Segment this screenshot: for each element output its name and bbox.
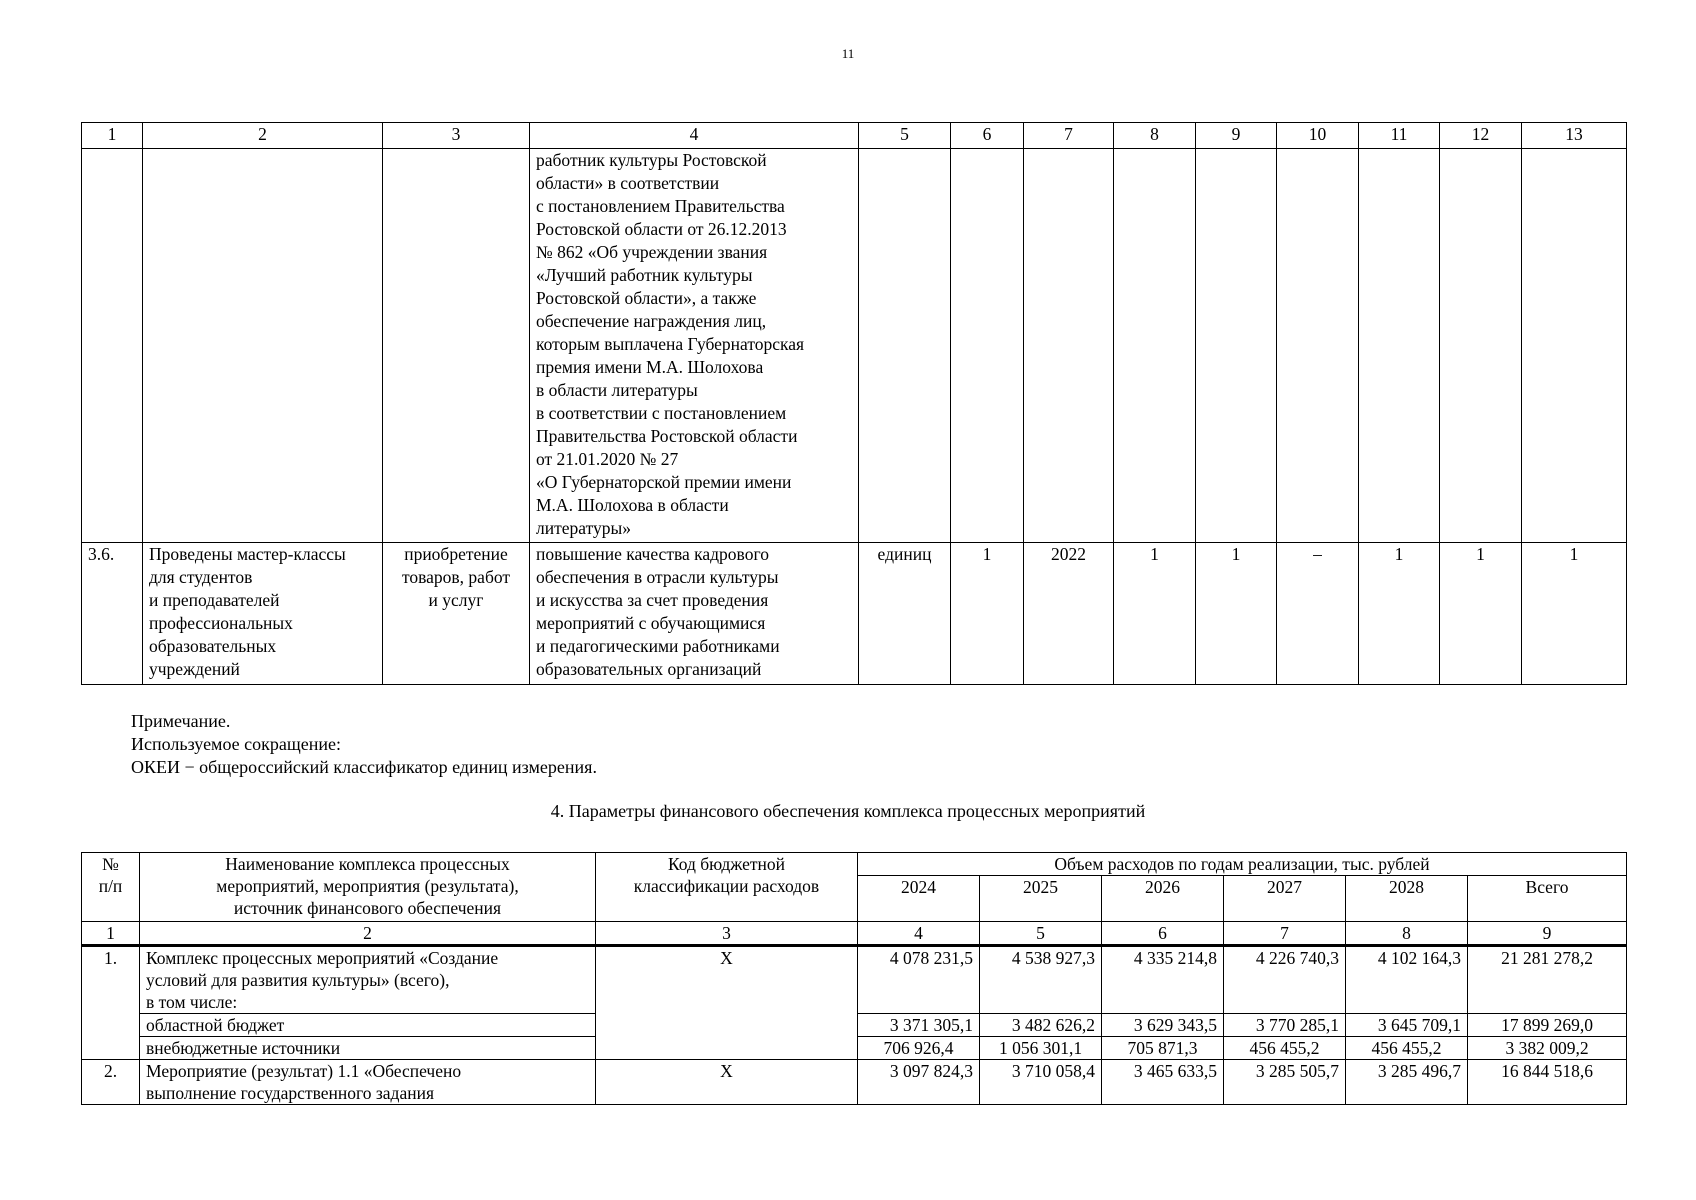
value-2025: 1 056 301,1 — [980, 1037, 1102, 1060]
value-2024: 3 371 305,1 — [858, 1014, 980, 1037]
note-block — [131, 710, 597, 779]
header-year: 2026 — [1102, 876, 1224, 922]
row-name: областной бюджет — [140, 1014, 596, 1037]
header-year: 2025 — [980, 876, 1102, 922]
value-2026: 3 465 633,5 — [1102, 1060, 1224, 1105]
row-name: Комплекс процессных мероприятий «Создание условий для развития культуры» (всего), в том числе: — [140, 946, 596, 1014]
column-number: 8 — [1114, 123, 1196, 149]
value-2026: 705 871,3 — [1102, 1037, 1224, 1060]
page-number: 11 — [841, 46, 855, 61]
value-2028: 3 285 496,7 — [1346, 1060, 1468, 1105]
value-2027: 3 770 285,1 — [1224, 1014, 1346, 1037]
column-number: 3 — [596, 922, 858, 946]
header-code: Код бюджетной классификации расходов — [596, 853, 858, 922]
value-total: 21 281 278,2 — [1468, 946, 1627, 1014]
note-abbreviation: ОКЕИ − общероссийский классификатор единиц измерения. — [131, 757, 597, 777]
column-number: 9 — [1196, 123, 1277, 149]
column-number: 13 — [1522, 123, 1627, 149]
note-title: Примечание. — [131, 711, 231, 731]
value-2027: 456 455,2 — [1224, 1037, 1346, 1060]
column-number: 4 — [858, 922, 980, 946]
header-num: № п/п — [82, 853, 140, 922]
row-number: 2. — [82, 1060, 140, 1105]
note-subtitle: Используемое сокращение: — [131, 734, 341, 754]
value-2028: 4 102 164,3 — [1346, 946, 1468, 1014]
column-number: 9 — [1468, 922, 1627, 946]
table-row-1 — [82, 946, 1627, 1014]
header-name: Наименование комплекса процессных мероприятий, мероприятия (результата), источник финансового обеспечения — [140, 853, 596, 922]
header-year: 2024 — [858, 876, 980, 922]
activity-description: повышение качества кадрового обеспечения в отрасли культуры и искусства за счет проведения мероприятий с обучающимися и педагогическими работниками образовательных организаций — [530, 543, 859, 685]
activities-table — [81, 122, 1627, 685]
row-name: Мероприятие (результат) 1.1 «Обеспечено выполнение государственного задания — [140, 1060, 596, 1105]
cell-8: 1 — [1114, 543, 1196, 685]
cell-11: 1 — [1359, 543, 1440, 685]
value-2027: 4 226 740,3 — [1224, 946, 1346, 1014]
table-row-continuation — [82, 149, 1627, 543]
value-total: 17 899 269,0 — [1468, 1014, 1627, 1037]
value-2024: 706 926,4 — [858, 1037, 980, 1060]
table-row-2 — [82, 1060, 1627, 1105]
cell-13: 1 — [1522, 543, 1627, 685]
budget-code: X — [596, 1060, 858, 1105]
value-2025: 4 538 927,3 — [980, 946, 1102, 1014]
column-number: 7 — [1224, 922, 1346, 946]
value-2026: 3 629 343,5 — [1102, 1014, 1224, 1037]
cell-10: – — [1277, 543, 1359, 685]
section-title: 4. Параметры финансового обеспечения комплекса процессных мероприятий — [550, 801, 1146, 821]
header-total: Всего — [1468, 876, 1627, 922]
value-2026: 4 335 214,8 — [1102, 946, 1224, 1014]
value-2025: 3 482 626,2 — [980, 1014, 1102, 1037]
budget-code: X — [596, 946, 858, 1060]
column-number: 4 — [530, 123, 859, 149]
column-number: 6 — [1102, 922, 1224, 946]
value-2025: 3 710 058,4 — [980, 1060, 1102, 1105]
header-year: 2028 — [1346, 876, 1468, 922]
column-number: 10 — [1277, 123, 1359, 149]
header-year: 2027 — [1224, 876, 1346, 922]
cell-6: 1 — [951, 543, 1024, 685]
row-number: 3.6. — [82, 543, 143, 685]
table-header-row — [82, 123, 1627, 149]
continuation-description: работник культуры Ростовской области» в соответствии с постановлением Правительства Ростовской области от 26.12.2013 № 862 «Об учреждении звания «Лучший работник культуры Ростовской области», а также обеспечение награждения лиц, которым выплачена Губернаторская премия имени М.А. Шолохова в области литературы в соответствии с постановлением Правительства Ростовской области от 21.01.2020 № 27 «О Губернаторской премии имени М.А. Шолохова в области литературы» — [530, 149, 859, 543]
column-number: 3 — [383, 123, 530, 149]
unit: единиц — [859, 543, 951, 685]
column-numbers-row — [82, 922, 1627, 946]
column-number: 2 — [140, 922, 596, 946]
column-number: 8 — [1346, 922, 1468, 946]
cell-12: 1 — [1440, 543, 1522, 685]
row-name: внебюджетные источники — [140, 1037, 596, 1060]
column-number: 12 — [1440, 123, 1522, 149]
value-2024: 3 097 824,3 — [858, 1060, 980, 1105]
table-row-3-6 — [82, 543, 1627, 685]
activity-name: Проведены мастер-классы для студентов и преподавателей профессиональных образовательных учреждений — [143, 543, 383, 685]
cell-7: 2022 — [1024, 543, 1114, 685]
column-number: 7 — [1024, 123, 1114, 149]
value-2027: 3 285 505,7 — [1224, 1060, 1346, 1105]
column-number: 5 — [859, 123, 951, 149]
financing-table — [81, 852, 1627, 1105]
value-total: 3 382 009,2 — [1468, 1037, 1627, 1060]
column-number: 5 — [980, 922, 1102, 946]
table-header-row — [82, 853, 1627, 876]
cell-9: 1 — [1196, 543, 1277, 685]
column-number: 1 — [82, 922, 140, 946]
value-2028: 456 455,2 — [1346, 1037, 1468, 1060]
column-number: 1 — [82, 123, 143, 149]
value-2028: 3 645 709,1 — [1346, 1014, 1468, 1037]
activity-type: приобретение товаров, работ и услуг — [383, 543, 530, 685]
value-total: 16 844 518,6 — [1468, 1060, 1627, 1105]
column-number: 6 — [951, 123, 1024, 149]
value-2024: 4 078 231,5 — [858, 946, 980, 1014]
column-number: 2 — [143, 123, 383, 149]
header-volume: Объем расходов по годам реализации, тыс. рублей — [858, 853, 1627, 876]
column-number: 11 — [1359, 123, 1440, 149]
row-number: 1. — [82, 946, 140, 1060]
